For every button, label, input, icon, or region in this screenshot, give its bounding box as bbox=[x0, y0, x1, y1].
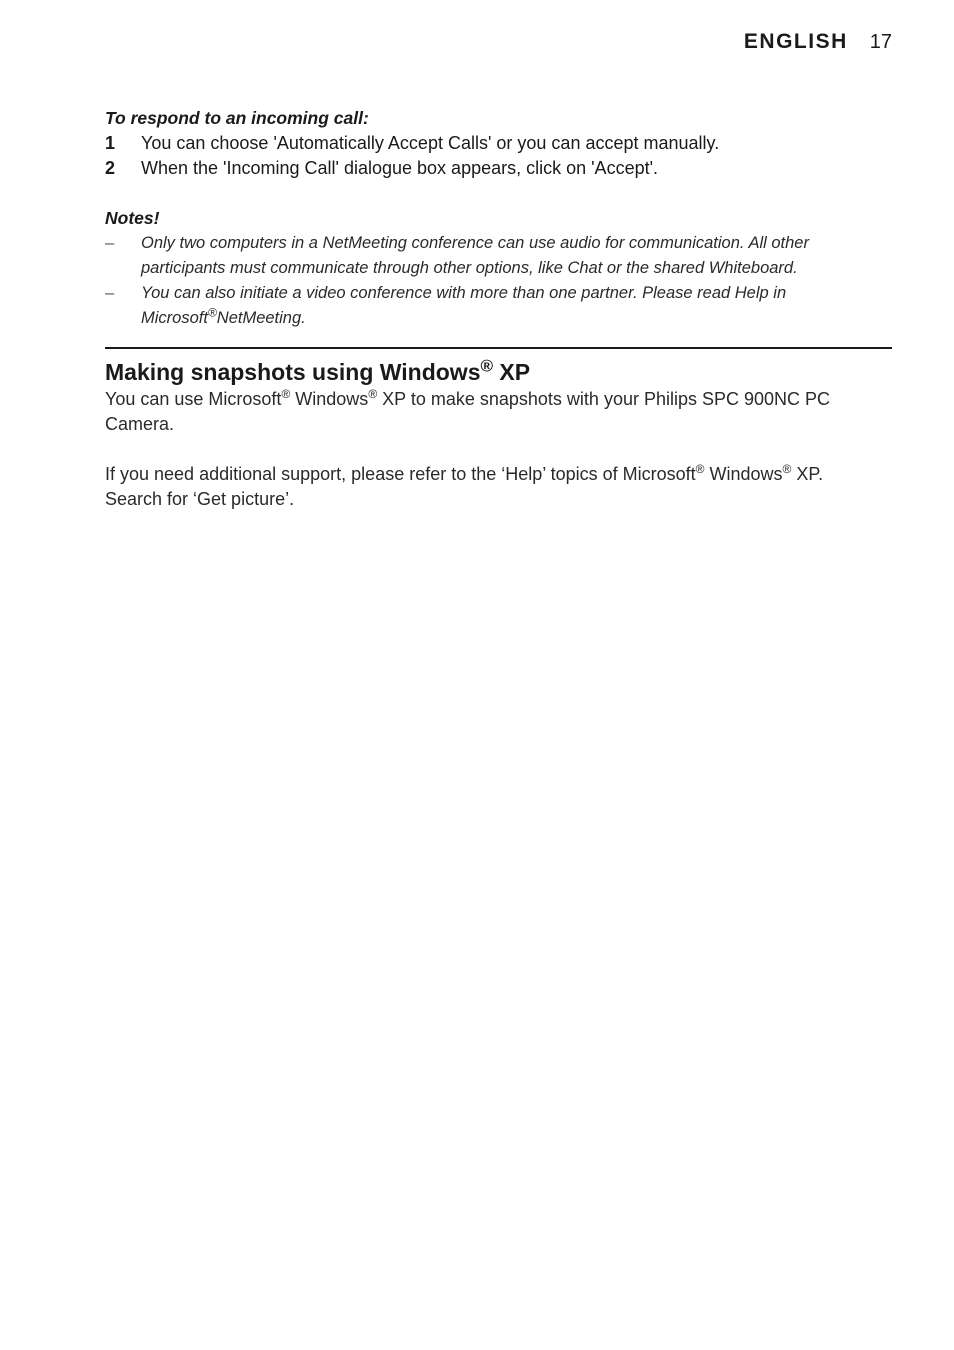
paragraph-text: You can use Microsoft bbox=[105, 389, 282, 409]
note-text-part: NetMeeting. bbox=[216, 309, 306, 327]
registered-mark: ® bbox=[281, 387, 291, 401]
note-item bbox=[105, 281, 892, 331]
note-dash: – bbox=[105, 284, 115, 302]
page-number: 17 bbox=[869, 31, 892, 53]
paragraph-text: Windows bbox=[704, 464, 783, 484]
note-text: Only two computers in a NetMeeting conference can use audio for communication. All other participants must communicate through other options, like Chat or the shared Whiteboard. bbox=[141, 234, 809, 277]
step-item bbox=[105, 156, 892, 181]
page-header bbox=[744, 30, 892, 54]
snapshot-intro-paragraph bbox=[105, 387, 845, 437]
section-heading-text: Making snapshots using Windows bbox=[105, 359, 481, 385]
page-content bbox=[105, 106, 892, 512]
paragraph-text: Windows bbox=[290, 389, 369, 409]
header-language: ENGLISH bbox=[743, 30, 848, 53]
section-divider bbox=[105, 347, 892, 349]
section-heading bbox=[105, 357, 892, 387]
incoming-call-heading: To respond to an incoming call: bbox=[105, 108, 369, 128]
section-heading-text: XP bbox=[493, 359, 531, 385]
paragraph-text: XP. Search for ‘Get picture’. bbox=[105, 464, 824, 509]
notes-list bbox=[105, 231, 892, 331]
note-text bbox=[141, 281, 853, 331]
note-text-part: You can also initiate a video conference with more than one partner. Please read Help in Microsoft bbox=[141, 284, 787, 327]
step-item bbox=[105, 131, 892, 156]
step-number: 2 bbox=[105, 158, 116, 178]
snapshot-support-paragraph bbox=[105, 462, 845, 512]
step-text: You can choose 'Automatically Accept Calls' or you can accept manually. bbox=[141, 133, 720, 153]
registered-mark: ® bbox=[368, 387, 378, 401]
paragraph-text: XP to make snapshots with your Philips SPC 900NC PC Camera. bbox=[105, 389, 831, 434]
step-text: When the 'Incoming Call' dialogue box appears, click on 'Accept'. bbox=[141, 158, 659, 178]
paragraph-text: If you need additional support, please refer to the ‘Help’ topics of Microsoft bbox=[105, 464, 696, 484]
registered-mark: ® bbox=[782, 462, 792, 476]
notes-heading: Notes! bbox=[105, 208, 160, 228]
step-number: 1 bbox=[105, 133, 116, 153]
note-dash: – bbox=[105, 234, 115, 252]
registered-mark: ® bbox=[695, 462, 705, 476]
registered-mark: ® bbox=[480, 356, 494, 376]
incoming-call-steps bbox=[105, 131, 892, 181]
registered-mark: ® bbox=[207, 305, 217, 320]
note-item bbox=[105, 231, 892, 281]
